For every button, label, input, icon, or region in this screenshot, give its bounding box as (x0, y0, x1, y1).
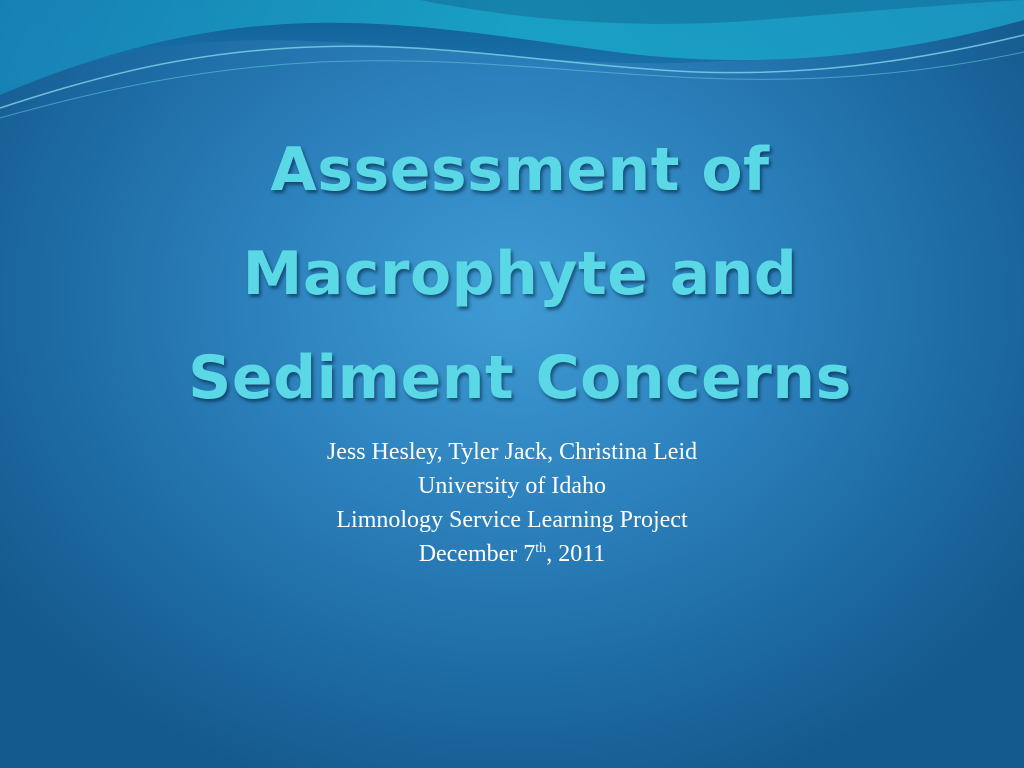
date-rest: , 2011 (546, 541, 606, 567)
date-line (212, 537, 812, 571)
project-line: Limnology Service Learning Project (336, 507, 688, 533)
title-line-3: Sediment Concerns (188, 343, 852, 413)
date-prefix: December 7 (418, 541, 536, 567)
institution-line: University of Idaho (418, 473, 606, 499)
slide-subtitle (212, 435, 812, 571)
title-line-1: Assessment of (270, 135, 770, 205)
authors-line: Jess Hesley, Tyler Jack, Christina Leid (326, 439, 698, 465)
date-ordinal-suffix: th (535, 541, 547, 556)
slide-title (120, 118, 920, 430)
title-line-2: Macrophyte and (242, 239, 798, 309)
